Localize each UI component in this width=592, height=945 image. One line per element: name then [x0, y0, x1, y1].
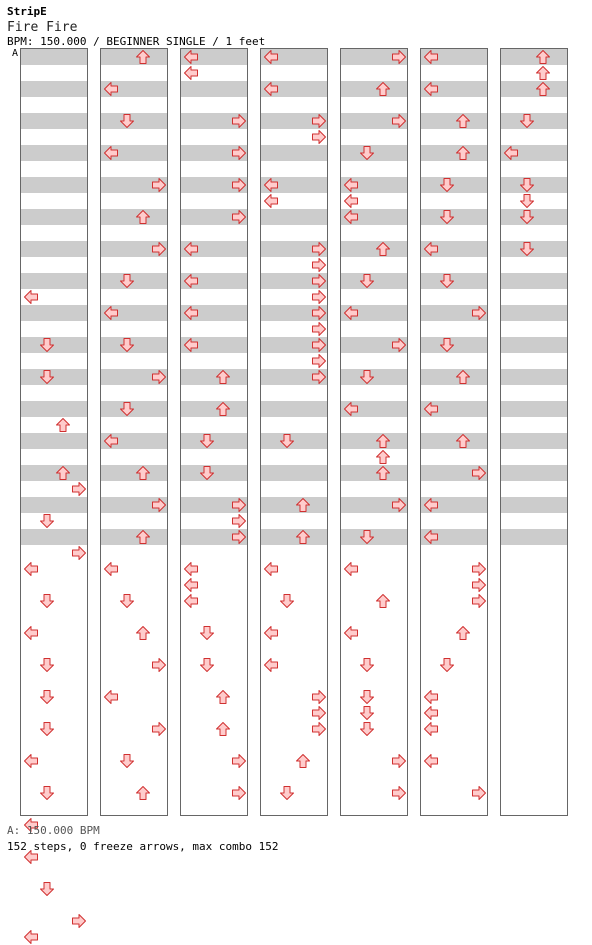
bpm-marker-label: A: [12, 48, 19, 59]
beat-band: [341, 433, 407, 449]
arrow-right-icon: [311, 289, 327, 305]
arrow-up-icon: [135, 465, 151, 481]
arrow-left-icon: [183, 241, 199, 257]
beat-band: [501, 369, 567, 385]
arrow-right-icon: [231, 785, 247, 801]
arrow-up-icon: [455, 369, 471, 385]
arrow-left-icon: [183, 305, 199, 321]
arrow-left-icon: [423, 529, 439, 545]
beat-band: [501, 529, 567, 545]
arrow-down-icon: [439, 273, 455, 289]
arrow-down-icon: [39, 881, 55, 897]
arrow-up-icon: [375, 433, 391, 449]
arrow-down-icon: [439, 209, 455, 225]
arrow-down-icon: [39, 593, 55, 609]
beat-band: [341, 465, 407, 481]
arrow-down-icon: [39, 689, 55, 705]
arrow-right-icon: [311, 273, 327, 289]
beat-band: [21, 81, 87, 97]
arrow-up-icon: [535, 81, 551, 97]
arrow-down-icon: [199, 625, 215, 641]
arrow-right-icon: [311, 705, 327, 721]
arrow-down-icon: [359, 145, 375, 161]
page-title: StripE: [7, 5, 47, 18]
arrow-up-icon: [455, 625, 471, 641]
beat-band: [261, 401, 327, 417]
arrow-down-icon: [359, 529, 375, 545]
arrow-up-icon: [375, 449, 391, 465]
arrow-left-icon: [423, 49, 439, 65]
arrow-up-icon: [375, 81, 391, 97]
beat-band: [501, 49, 567, 65]
beat-band: [21, 49, 87, 65]
arrow-right-icon: [151, 497, 167, 513]
arrow-left-icon: [23, 929, 39, 945]
arrow-left-icon: [23, 289, 39, 305]
arrow-down-icon: [359, 273, 375, 289]
arrow-left-icon: [423, 81, 439, 97]
beat-band: [501, 465, 567, 481]
arrow-down-icon: [439, 657, 455, 673]
arrow-right-icon: [311, 305, 327, 321]
beat-band: [181, 369, 247, 385]
arrow-down-icon: [39, 369, 55, 385]
arrow-left-icon: [503, 145, 519, 161]
arrow-down-icon: [519, 113, 535, 129]
arrow-down-icon: [39, 513, 55, 529]
arrow-right-icon: [391, 497, 407, 513]
arrow-right-icon: [151, 241, 167, 257]
arrow-down-icon: [359, 705, 375, 721]
strip-column-1: [20, 48, 88, 816]
beat-band: [21, 209, 87, 225]
arrow-right-icon: [471, 465, 487, 481]
arrow-up-icon: [535, 49, 551, 65]
arrow-down-icon: [519, 177, 535, 193]
chart-info: BPM: 150.000 / BEGINNER SINGLE / 1 feet: [7, 35, 266, 48]
arrow-left-icon: [103, 305, 119, 321]
beat-band: [181, 401, 247, 417]
beat-band: [501, 81, 567, 97]
arrow-right-icon: [311, 129, 327, 145]
arrow-left-icon: [103, 433, 119, 449]
arrow-right-icon: [151, 657, 167, 673]
beat-band: [21, 497, 87, 513]
arrow-left-icon: [183, 49, 199, 65]
arrow-up-icon: [135, 625, 151, 641]
arrow-left-icon: [423, 705, 439, 721]
arrow-up-icon: [455, 433, 471, 449]
arrow-left-icon: [423, 721, 439, 737]
arrow-up-icon: [295, 753, 311, 769]
beat-band: [501, 497, 567, 513]
arrow-down-icon: [119, 337, 135, 353]
arrow-right-icon: [311, 353, 327, 369]
beat-band: [101, 49, 167, 65]
arrow-up-icon: [455, 145, 471, 161]
arrow-right-icon: [311, 321, 327, 337]
arrow-left-icon: [343, 625, 359, 641]
arrow-up-icon: [55, 417, 71, 433]
beat-band: [341, 241, 407, 257]
arrow-left-icon: [183, 561, 199, 577]
arrow-left-icon: [343, 561, 359, 577]
arrow-down-icon: [439, 337, 455, 353]
arrow-left-icon: [183, 273, 199, 289]
strip-column-3: [180, 48, 248, 816]
beat-band: [501, 273, 567, 289]
arrow-right-icon: [311, 721, 327, 737]
arrow-down-icon: [119, 753, 135, 769]
strip-column-7: [500, 48, 568, 816]
arrow-left-icon: [263, 657, 279, 673]
beat-band: [501, 337, 567, 353]
arrow-up-icon: [535, 65, 551, 81]
arrow-up-icon: [295, 529, 311, 545]
beat-band: [101, 529, 167, 545]
arrow-right-icon: [391, 49, 407, 65]
arrow-down-icon: [119, 593, 135, 609]
arrow-down-icon: [119, 401, 135, 417]
beat-band: [501, 401, 567, 417]
beat-band: [501, 433, 567, 449]
arrow-left-icon: [343, 305, 359, 321]
arrow-left-icon: [423, 241, 439, 257]
beat-band: [21, 305, 87, 321]
arrow-right-icon: [71, 481, 87, 497]
arrow-right-icon: [231, 753, 247, 769]
beat-band: [341, 81, 407, 97]
arrow-down-icon: [279, 593, 295, 609]
arrow-up-icon: [135, 209, 151, 225]
arrow-left-icon: [23, 561, 39, 577]
arrow-right-icon: [231, 113, 247, 129]
beat-band: [21, 145, 87, 161]
strip-column-4: [260, 48, 328, 816]
arrow-down-icon: [39, 337, 55, 353]
arrow-down-icon: [199, 465, 215, 481]
arrow-left-icon: [263, 193, 279, 209]
strip-column-6: [420, 48, 488, 816]
arrow-right-icon: [391, 785, 407, 801]
arrow-down-icon: [119, 113, 135, 129]
arrow-right-icon: [471, 305, 487, 321]
arrow-up-icon: [295, 497, 311, 513]
arrow-down-icon: [39, 721, 55, 737]
beat-band: [261, 529, 327, 545]
song-title: Fire Fire: [7, 20, 78, 35]
arrow-right-icon: [231, 497, 247, 513]
arrow-up-icon: [375, 241, 391, 257]
arrow-right-icon: [231, 177, 247, 193]
arrow-right-icon: [311, 241, 327, 257]
arrow-left-icon: [183, 65, 199, 81]
beat-band: [421, 113, 487, 129]
arrow-right-icon: [311, 337, 327, 353]
arrow-left-icon: [103, 561, 119, 577]
beat-band: [421, 369, 487, 385]
beat-band: [101, 209, 167, 225]
beat-band: [21, 529, 87, 545]
arrow-down-icon: [359, 689, 375, 705]
beat-band: [21, 113, 87, 129]
arrow-down-icon: [519, 241, 535, 257]
arrow-right-icon: [231, 209, 247, 225]
arrow-up-icon: [375, 593, 391, 609]
arrow-left-icon: [263, 177, 279, 193]
arrow-up-icon: [135, 785, 151, 801]
beat-band: [261, 497, 327, 513]
arrow-right-icon: [471, 785, 487, 801]
arrow-left-icon: [343, 193, 359, 209]
beat-band: [501, 305, 567, 321]
arrow-left-icon: [423, 753, 439, 769]
arrow-left-icon: [343, 177, 359, 193]
arrow-down-icon: [359, 657, 375, 673]
arrow-right-icon: [311, 689, 327, 705]
arrow-right-icon: [471, 561, 487, 577]
bpm-legend: A: 150.000 BPM: [7, 824, 100, 837]
arrow-up-icon: [215, 721, 231, 737]
strip-column-5: [340, 48, 408, 816]
arrow-left-icon: [183, 593, 199, 609]
arrow-right-icon: [151, 177, 167, 193]
arrow-left-icon: [263, 49, 279, 65]
arrow-down-icon: [519, 193, 535, 209]
beat-band: [21, 433, 87, 449]
arrow-left-icon: [23, 625, 39, 641]
arrow-left-icon: [263, 561, 279, 577]
arrow-right-icon: [231, 529, 247, 545]
arrow-down-icon: [439, 177, 455, 193]
beat-band: [181, 81, 247, 97]
arrow-left-icon: [343, 401, 359, 417]
beat-band: [21, 273, 87, 289]
arrow-right-icon: [311, 369, 327, 385]
beat-band: [21, 465, 87, 481]
arrow-left-icon: [423, 497, 439, 513]
beat-band: [421, 145, 487, 161]
arrow-up-icon: [135, 49, 151, 65]
arrow-up-icon: [215, 401, 231, 417]
arrow-right-icon: [311, 257, 327, 273]
arrow-up-icon: [135, 529, 151, 545]
arrow-up-icon: [455, 113, 471, 129]
beat-band: [21, 401, 87, 417]
beat-band: [261, 145, 327, 161]
beat-band: [261, 209, 327, 225]
beat-band: [261, 465, 327, 481]
arrow-right-icon: [311, 113, 327, 129]
arrow-right-icon: [471, 593, 487, 609]
arrow-right-icon: [231, 513, 247, 529]
arrow-down-icon: [199, 433, 215, 449]
arrow-left-icon: [263, 625, 279, 641]
beat-band: [21, 241, 87, 257]
arrow-down-icon: [279, 785, 295, 801]
arrow-left-icon: [343, 209, 359, 225]
beat-band: [101, 465, 167, 481]
arrow-left-icon: [103, 689, 119, 705]
arrow-left-icon: [103, 81, 119, 97]
arrow-down-icon: [359, 369, 375, 385]
arrow-down-icon: [199, 657, 215, 673]
arrow-up-icon: [375, 465, 391, 481]
arrow-right-icon: [231, 145, 247, 161]
arrow-down-icon: [359, 721, 375, 737]
step-stats: 152 steps, 0 freeze arrows, max combo 152: [7, 840, 279, 853]
arrow-left-icon: [183, 577, 199, 593]
arrow-right-icon: [71, 913, 87, 929]
arrow-left-icon: [423, 401, 439, 417]
arrow-up-icon: [215, 369, 231, 385]
arrow-down-icon: [519, 209, 535, 225]
arrow-down-icon: [39, 785, 55, 801]
arrow-left-icon: [23, 753, 39, 769]
arrow-right-icon: [391, 113, 407, 129]
arrow-right-icon: [471, 577, 487, 593]
arrow-up-icon: [215, 689, 231, 705]
arrow-left-icon: [103, 145, 119, 161]
beat-band: [421, 433, 487, 449]
arrow-left-icon: [423, 689, 439, 705]
arrow-right-icon: [391, 753, 407, 769]
arrow-left-icon: [263, 81, 279, 97]
arrow-left-icon: [183, 337, 199, 353]
arrow-down-icon: [119, 273, 135, 289]
arrow-right-icon: [151, 369, 167, 385]
arrow-right-icon: [391, 337, 407, 353]
beat-band: [21, 177, 87, 193]
arrow-up-icon: [55, 465, 71, 481]
arrow-down-icon: [39, 657, 55, 673]
arrow-right-icon: [151, 721, 167, 737]
arrow-down-icon: [279, 433, 295, 449]
arrow-right-icon: [71, 545, 87, 561]
strip-column-2: [100, 48, 168, 816]
